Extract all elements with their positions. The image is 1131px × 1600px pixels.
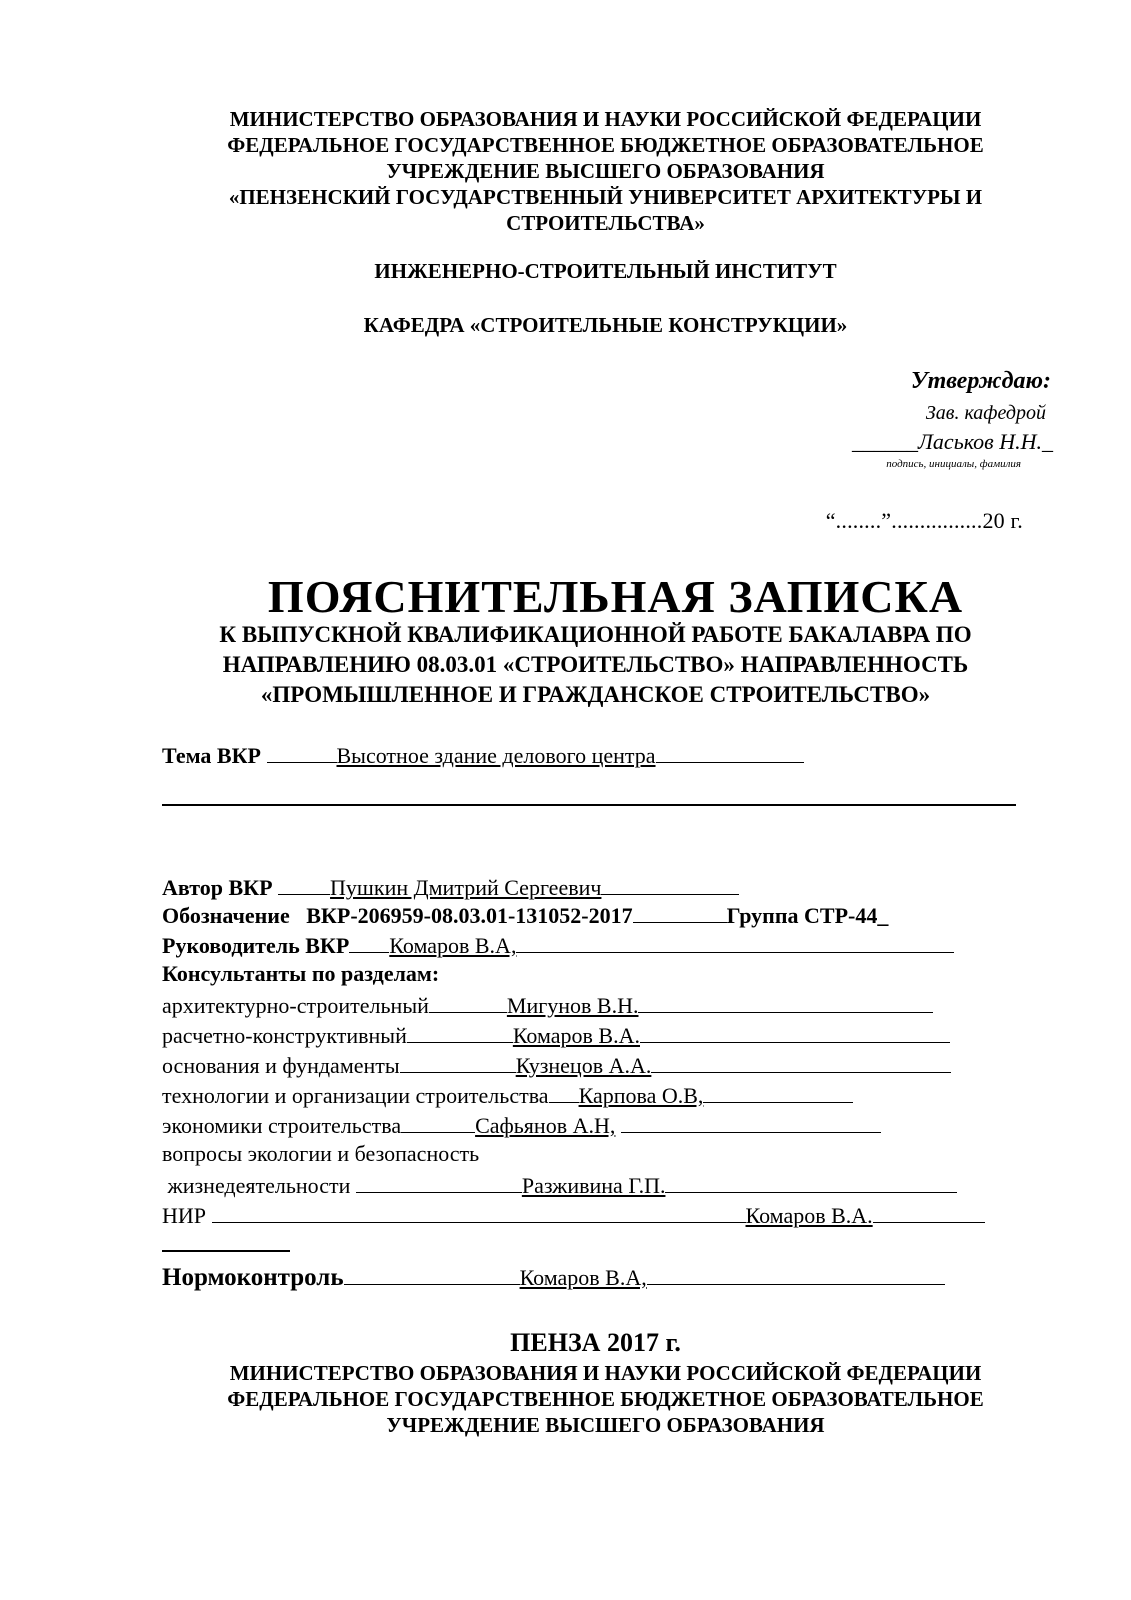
consultant-name: Разживина Г.П. bbox=[521, 1173, 666, 1198]
fill-line bbox=[278, 872, 330, 895]
fill-line bbox=[549, 1080, 579, 1103]
nir-continuation-line bbox=[162, 1250, 290, 1252]
fill-line bbox=[349, 930, 389, 953]
university-line-2: СТРОИТЕЛЬСТВА» bbox=[506, 211, 705, 235]
author-value: Пушкин Дмитрий Сергеевич bbox=[330, 875, 602, 900]
consultant-name: Комаров В.А. bbox=[745, 1203, 873, 1228]
department-name: КАФЕДРА «СТРОИТЕЛЬНЫЕ КОНСТРУКЦИИ» bbox=[363, 313, 848, 337]
institute-name: ИНЖЕНЕРНО-СТРОИТЕЛЬНЫЙ ИНСТИТУТ bbox=[374, 259, 837, 283]
agency-line: ФЕДЕРАЛЬНОЕ ГОСУДАРСТВЕННОЕ БЮДЖЕТНОЕ ОБРАЗОВАТЕЛЬНОЕ bbox=[227, 133, 984, 157]
fill-line bbox=[638, 990, 933, 1013]
approval-title: Утверждаю: bbox=[910, 368, 1051, 394]
fill-line bbox=[703, 1080, 853, 1103]
designation-value: ВКР-206959-08.03.01-131052-2017 bbox=[306, 903, 633, 928]
fill-line bbox=[344, 1262, 520, 1285]
fill-line bbox=[640, 1020, 950, 1043]
consultant-row bbox=[162, 1020, 950, 1050]
consultant-section: основания и фундаменты bbox=[162, 1053, 400, 1078]
author-row bbox=[162, 872, 739, 902]
topic-label: Тема ВКР bbox=[162, 743, 261, 768]
consultants-label: Консультанты по разделам: bbox=[162, 961, 440, 986]
consultant-section: НИР bbox=[162, 1203, 207, 1228]
consultant-row bbox=[162, 1050, 951, 1080]
fill-line bbox=[401, 1110, 475, 1133]
consultant-name: Сафьянов А.Н, bbox=[475, 1113, 616, 1138]
signature-hint: подпись, инициалы, фамилия bbox=[886, 458, 1021, 470]
author-label: Автор ВКР bbox=[162, 875, 273, 900]
footer-agency-line: ФЕДЕРАЛЬНОЕ ГОСУДАРСТВЕННОЕ БЮДЖЕТНОЕ ОБРАЗОВАТЕЛЬНОЕ bbox=[227, 1387, 984, 1411]
normcontrol-label: Нормоконтроль bbox=[162, 1264, 344, 1291]
university-line: «ПЕНЗЕНСКИЙ ГОСУДАРСТВЕННЫЙ УНИВЕРСИТЕТ АРХИТЕКТУРЫ И bbox=[228, 185, 983, 209]
supervisor-value: Комаров В.А, bbox=[389, 933, 517, 958]
consultant-section: жизнедеятельности bbox=[162, 1173, 351, 1198]
document-subtitle-3: «ПРОМЫШЛЕННОЕ И ГРАЖДАНСКОЕ СТРОИТЕЛЬСТВО» bbox=[260, 682, 931, 707]
consultant-section: экономики строительства bbox=[162, 1113, 402, 1138]
fill-line bbox=[621, 1110, 881, 1133]
document-title: ПОЯСНИТЕЛЬНАЯ ЗАПИСКА bbox=[267, 571, 964, 622]
normcontrol-value: Комаров В.А, bbox=[519, 1265, 647, 1290]
footer-ministry-line: МИНИСТЕРСТВО ОБРАЗОВАНИЯ И НАУКИ РОССИЙСКОЙ ФЕДЕРАЦИИ bbox=[229, 1361, 982, 1385]
consultant-row bbox=[162, 1200, 985, 1230]
fill-line bbox=[601, 872, 739, 895]
consultant-name: Карпова О.В, bbox=[578, 1083, 704, 1108]
signature-line: ______ bbox=[852, 429, 919, 454]
approval-date: “........”................20 г. bbox=[825, 508, 1023, 533]
fill-line bbox=[651, 1050, 951, 1073]
consultant-name: Комаров В.А. bbox=[512, 1023, 640, 1048]
consultant-section: технологии и организации строительства bbox=[162, 1083, 549, 1108]
designation-label: Обозначение bbox=[162, 903, 290, 928]
fill-line bbox=[633, 900, 727, 923]
supervisor-row bbox=[162, 930, 954, 960]
fill-line bbox=[400, 1050, 516, 1073]
consultant-section: вопросы экологии и безопасность bbox=[162, 1141, 480, 1166]
fill-line bbox=[665, 1170, 957, 1193]
consultant-row bbox=[162, 1110, 881, 1140]
supervisor-label: Руководитель ВКР bbox=[162, 933, 350, 958]
footer-institution-line: УЧРЕЖДЕНИЕ ВЫСШЕГО ОБРАЗОВАНИЯ bbox=[386, 1413, 825, 1437]
consultant-row bbox=[162, 1170, 957, 1200]
consultant-name: Кузнецов А.А. bbox=[515, 1053, 652, 1078]
fill-line bbox=[212, 1200, 746, 1223]
consultant-section: расчетно-конструктивный bbox=[162, 1023, 407, 1048]
consultant-row bbox=[162, 1080, 853, 1110]
city-year: ПЕНЗА 2017 г. bbox=[510, 1328, 681, 1357]
fill-line bbox=[267, 740, 337, 763]
topic-row bbox=[162, 740, 804, 770]
document-subtitle-2: НАПРАВЛЕНИЮ 08.03.01 «СТРОИТЕЛЬСТВО» НАПРАВЛЕННОСТЬ bbox=[222, 652, 969, 677]
fill-line bbox=[647, 1262, 945, 1285]
normcontrol-row bbox=[162, 1262, 945, 1293]
fill-line bbox=[656, 740, 804, 763]
consultant-name: Мигунов В.Н. bbox=[506, 993, 639, 1018]
approval-signature bbox=[852, 429, 1053, 455]
fill-line bbox=[356, 1170, 522, 1193]
group-label: Группа СТР-44_ bbox=[726, 903, 889, 928]
institution-type-line: УЧРЕЖДЕНИЕ ВЫСШЕГО ОБРАЗОВАНИЯ bbox=[386, 159, 825, 183]
consultant-row bbox=[162, 990, 933, 1020]
approver-name: Ласьков Н.Н._ bbox=[918, 429, 1053, 454]
consultant-section: архитектурно-строительный bbox=[162, 993, 429, 1018]
fill-line bbox=[429, 990, 507, 1013]
consultant-row bbox=[162, 1140, 479, 1168]
approval-position: Зав. кафедрой bbox=[925, 402, 1046, 424]
ministry-line: МИНИСТЕРСТВО ОБРАЗОВАНИЯ И НАУКИ РОССИЙСКОЙ ФЕДЕРАЦИИ bbox=[229, 107, 982, 131]
topic-value: Высотное здание делового центра bbox=[336, 743, 656, 768]
fill-line bbox=[516, 930, 954, 953]
topic-continuation-line bbox=[162, 804, 1016, 806]
document-subtitle-1: К ВЫПУСКНОЙ КВАЛИФИКАЦИОННОЙ РАБОТЕ БАКАЛАВРА ПО bbox=[219, 622, 972, 647]
fill-line bbox=[873, 1200, 985, 1223]
designation-row bbox=[162, 900, 888, 930]
fill-line bbox=[407, 1020, 513, 1043]
